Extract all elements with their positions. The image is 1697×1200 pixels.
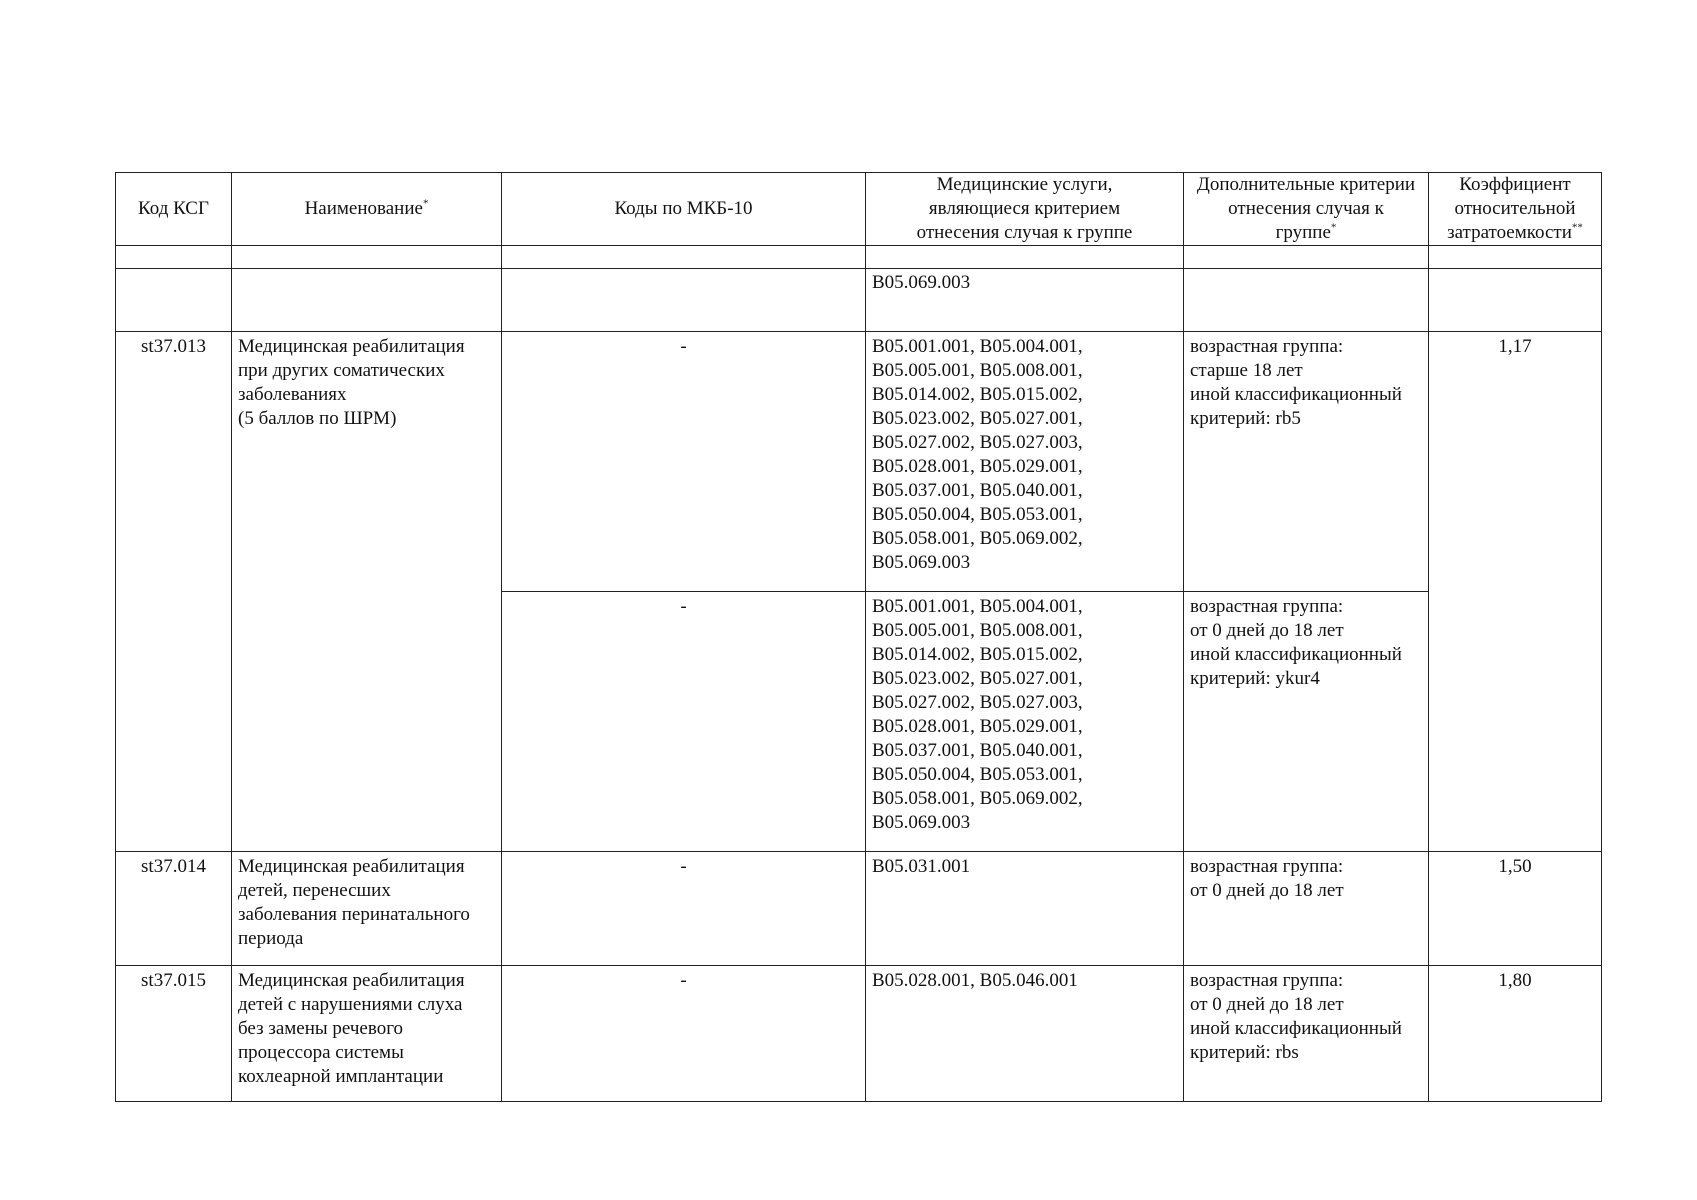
header-icd	[502, 173, 866, 246]
icd-cell: -	[502, 966, 866, 1102]
name-cell: Медицинская реабилитация детей с нарушениями слуха без замены речевого процессора системы кохлеарной имплантации	[232, 966, 502, 1102]
header-code-label: Код КСГ	[138, 198, 209, 219]
header-coef-label: Коэффициент относительной затратоемкости	[1447, 174, 1576, 243]
services-cell: B05.028.001, B05.046.001	[866, 966, 1184, 1102]
icd-cell: -	[502, 852, 866, 966]
code-cell: st37.014	[116, 852, 232, 966]
header-code	[116, 173, 232, 246]
services-cell: B05.069.003	[866, 269, 1184, 332]
criteria-cell: возрастная группа: старше 18 лет иной классификационный критерий: rb5	[1184, 332, 1429, 592]
blank-cell	[116, 246, 232, 269]
header-coef	[1429, 173, 1602, 246]
header-name	[232, 173, 502, 246]
code-cell	[116, 269, 232, 332]
blank-cell	[1184, 246, 1429, 269]
header-name-label: Наименование	[304, 198, 423, 219]
coef-cell: 1,17	[1429, 332, 1602, 852]
code-cell: st37.013	[116, 332, 232, 852]
table-row-st37-015	[116, 966, 1602, 1102]
header-services-label: Медицинские услуги, являющиеся критерием отнесения случая к группе	[916, 174, 1133, 243]
header-icd-label: Коды по МКБ-10	[614, 198, 753, 219]
header-row	[116, 173, 1602, 246]
header-criteria	[1184, 173, 1429, 246]
blank-cell	[1429, 246, 1602, 269]
icd-cell	[502, 269, 866, 332]
header-criteria-footnote-mark: *	[1330, 221, 1337, 234]
coef-cell	[1429, 269, 1602, 332]
icd-cell: -	[502, 592, 866, 852]
coef-cell: 1,80	[1429, 966, 1602, 1102]
coef-cell: 1,50	[1429, 852, 1602, 966]
header-name-footnote-mark: *	[422, 197, 429, 210]
table-row-st37-014	[116, 852, 1602, 966]
code-cell: st37.015	[116, 966, 232, 1102]
blank-cell	[502, 246, 866, 269]
name-cell: Медицинская реабилитация детей, перенесших заболевания перинатального периода	[232, 852, 502, 966]
header-coef-footnote-mark: **	[1571, 221, 1583, 234]
blank-cell	[232, 246, 502, 269]
icd-cell: -	[502, 332, 866, 592]
table-row-continuation	[116, 269, 1602, 332]
table-row-st37-013	[116, 332, 1602, 592]
services-cell: B05.001.001, B05.004.001, B05.005.001, B05.008.001, B05.014.002, B05.015.002, B05.023.002, B05.027.001, B05.027.002, B05.027.003, B05.028.001, B05.029.001, B05.037.001, B05.040.001, B05.050.004, B05.053.001, B05.058.001, B05.069.002, B05.069.003	[866, 332, 1184, 592]
criteria-cell	[1184, 269, 1429, 332]
name-cell	[232, 269, 502, 332]
criteria-cell: возрастная группа: от 0 дней до 18 лет иной классификационный критерий: rbs	[1184, 966, 1429, 1102]
blank-row	[116, 246, 1602, 269]
services-cell: B05.001.001, B05.004.001, B05.005.001, B05.008.001, B05.014.002, B05.015.002, B05.023.002, B05.027.001, B05.027.002, B05.027.003, B05.028.001, B05.029.001, B05.037.001, B05.040.001, B05.050.004, B05.053.001, B05.058.001, B05.069.002, B05.069.003	[866, 592, 1184, 852]
ksg-table	[115, 172, 1602, 1102]
criteria-cell: возрастная группа: от 0 дней до 18 лет	[1184, 852, 1429, 966]
header-criteria-label: Дополнительные критерии отнесения случая к группе	[1196, 174, 1416, 243]
criteria-cell: возрастная группа: от 0 дней до 18 лет иной классификационный критерий: ykur4	[1184, 592, 1429, 852]
name-cell: Медицинская реабилитация при других соматических заболеваниях (5 баллов по ШРМ)	[232, 332, 502, 852]
header-services	[866, 173, 1184, 246]
services-cell: B05.031.001	[866, 852, 1184, 966]
blank-cell	[866, 246, 1184, 269]
